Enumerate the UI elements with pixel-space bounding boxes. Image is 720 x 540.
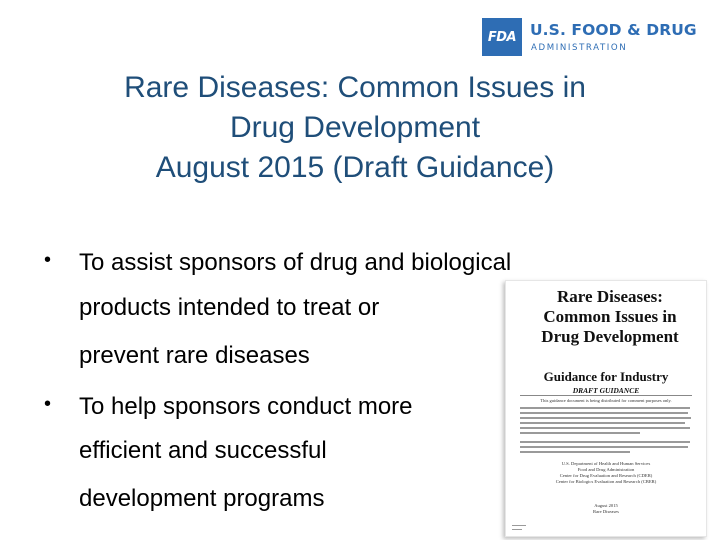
bullet-2-line-3: development programs xyxy=(79,485,325,512)
slide-title-line-1: Rare Diseases: Common Issues in xyxy=(124,71,586,104)
document-date: August 2015 xyxy=(594,503,618,508)
document-body-text xyxy=(520,427,690,429)
document-body-text xyxy=(520,451,630,453)
document-category: Rare Diseases xyxy=(593,509,619,514)
document-divider xyxy=(520,395,692,396)
bullet-1-line-2: products intended to treat or xyxy=(79,294,380,321)
bullet-1-line-3: prevent rare diseases xyxy=(79,342,310,369)
document-body-text xyxy=(520,432,640,434)
document-page-code xyxy=(512,529,522,530)
guidance-document-thumbnail xyxy=(505,280,707,537)
fda-logo-mark: FDA xyxy=(482,18,522,56)
bullet-2-line-2: efficient and successful xyxy=(79,437,327,464)
document-title-line-1: Rare Diseases: xyxy=(557,287,663,306)
document-agency-block xyxy=(506,461,706,485)
document-agency-line: Center for Biologics Evaluation and Research (CBER) xyxy=(555,479,657,484)
document-body-text xyxy=(520,407,690,409)
slide-title-line-3: August 2015 (Draft Guidance) xyxy=(155,151,555,184)
bullet-marker: • xyxy=(44,249,52,271)
document-title xyxy=(518,287,702,347)
bullet-marker: • xyxy=(44,393,52,415)
document-note: This guidance document is being distributed for comment purposes only. xyxy=(540,398,672,403)
fda-logo-name: U.S. FOOD & DRUG xyxy=(530,21,697,39)
document-body-text xyxy=(520,446,688,448)
document-agency-line: U.S. Department of Health and Human Services xyxy=(561,461,651,466)
document-status: DRAFT GUIDANCE xyxy=(572,386,640,395)
document-agency-line: Center for Drug Evaluation and Research (CDER) xyxy=(559,473,653,478)
slide-title-line-2: Drug Development xyxy=(229,111,481,144)
document-title-line-3: Drug Development xyxy=(541,327,679,346)
document-title-line-2: Common Issues in xyxy=(543,307,677,326)
document-body-text xyxy=(520,417,691,419)
bullet-2-line-1: To help sponsors conduct more xyxy=(79,393,413,420)
fda-logo-subname: ADMINISTRATION xyxy=(531,43,628,53)
document-page-code xyxy=(512,525,526,526)
document-subtitle: Guidance for Industry xyxy=(543,369,669,384)
document-agency-line: Food and Drug Administration xyxy=(577,467,635,472)
document-date-block xyxy=(506,503,706,515)
document-body-text xyxy=(520,422,685,424)
document-body-text xyxy=(520,412,688,414)
bullet-1-line-1: To assist sponsors of drug and biological xyxy=(79,249,512,276)
document-body-text xyxy=(520,441,690,443)
